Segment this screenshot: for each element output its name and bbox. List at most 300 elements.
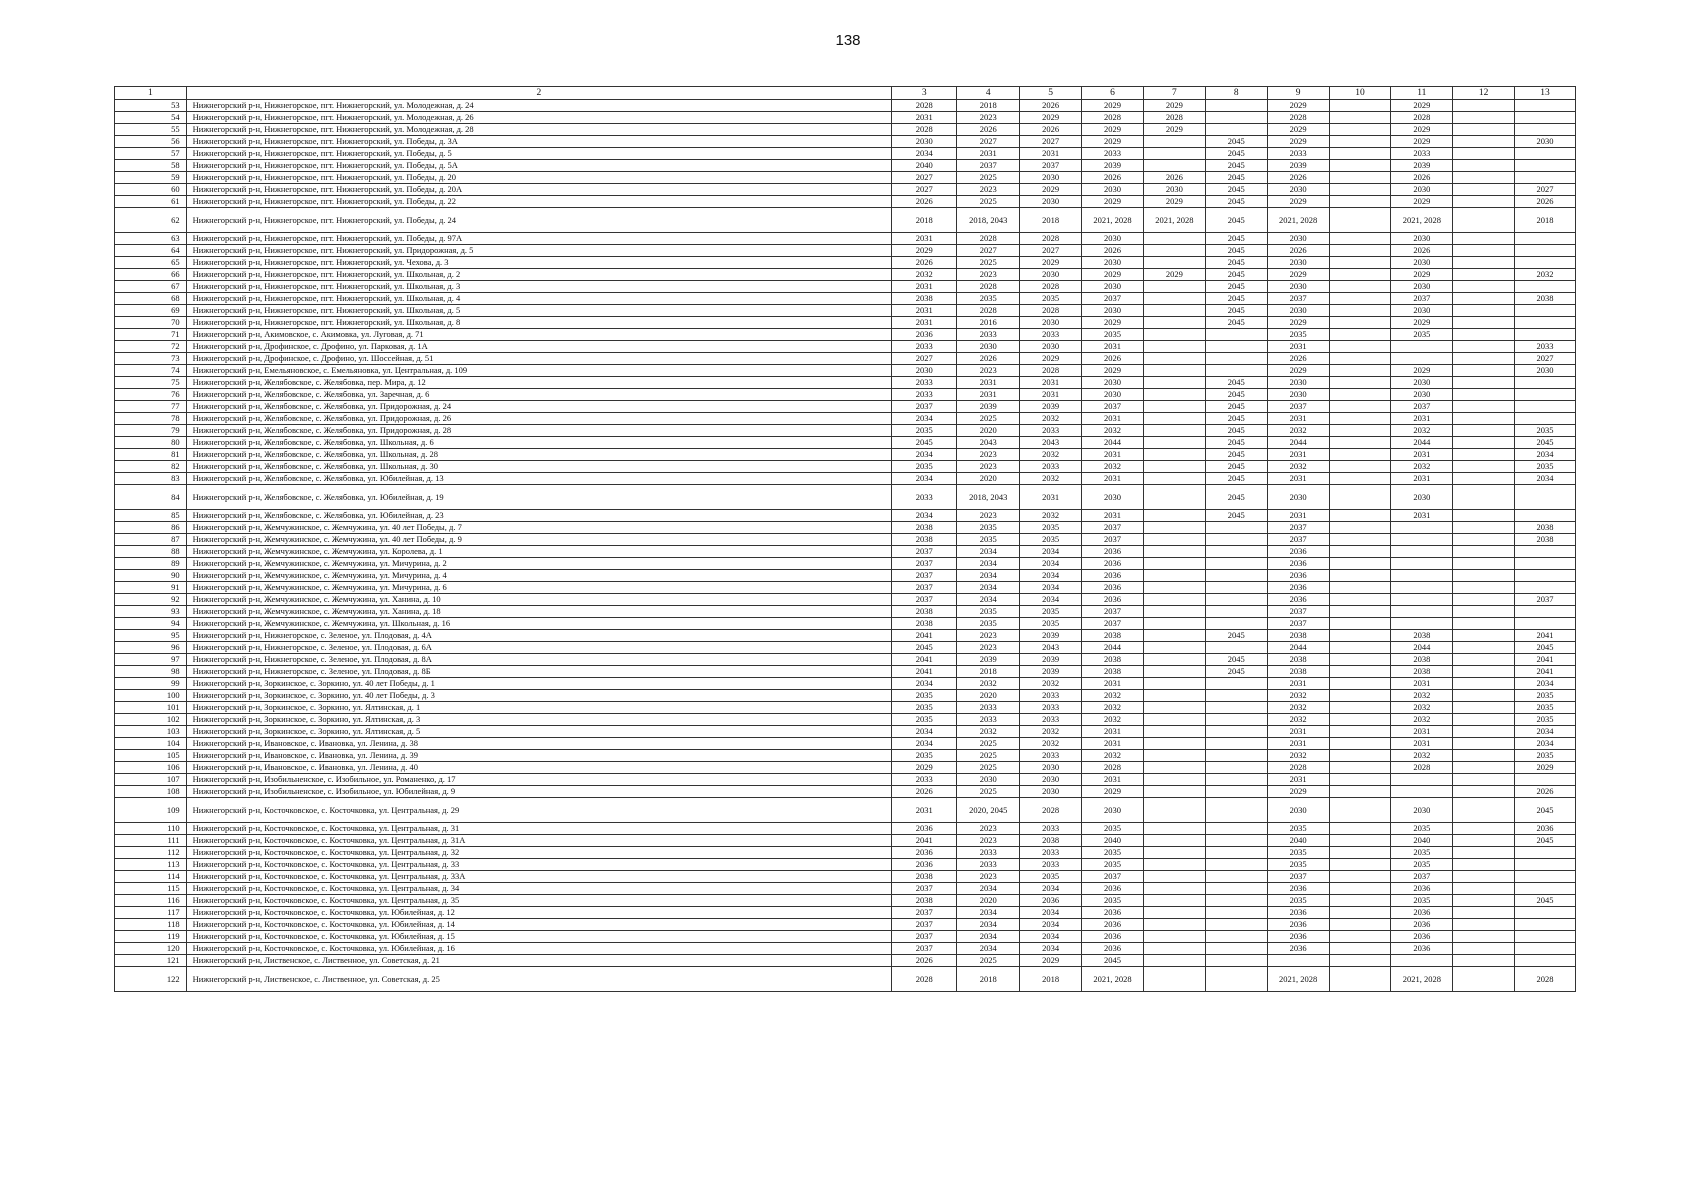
year-cell-col-11: 2031	[1391, 510, 1453, 522]
year-cell-col-12	[1453, 353, 1515, 365]
year-cell-col-5: 2032	[1020, 738, 1082, 750]
year-cell-col-7	[1143, 317, 1205, 329]
year-cell-col-12	[1453, 473, 1515, 485]
year-cell-col-8: 2045	[1205, 136, 1267, 148]
year-cell-col-6: 2031	[1082, 449, 1144, 461]
year-cell-col-10	[1329, 907, 1391, 919]
year-cell-col-10	[1329, 871, 1391, 883]
year-cell-col-9: 2038	[1267, 666, 1329, 678]
year-cell-col-5: 2039	[1020, 401, 1082, 413]
row-number-cell: 94	[115, 618, 187, 630]
year-cell-col-13	[1515, 389, 1576, 401]
table-row	[115, 160, 1576, 172]
year-cell-col-5: 2032	[1020, 510, 1082, 522]
year-cell-col-5: 2033	[1020, 425, 1082, 437]
year-cell-col-6: 2032	[1082, 714, 1144, 726]
table-row	[115, 594, 1576, 606]
year-cell-col-4: 2035	[957, 606, 1020, 618]
year-cell-col-4: 2020	[957, 473, 1020, 485]
year-cell-col-11: 2030	[1391, 377, 1453, 389]
year-cell-col-7: 2029	[1143, 269, 1205, 281]
year-cell-col-10	[1329, 546, 1391, 558]
year-cell-col-10	[1329, 895, 1391, 907]
year-cell-col-5: 2031	[1020, 377, 1082, 389]
year-cell-col-4: 2026	[957, 124, 1020, 136]
address-cell: Нижнегорский р-н, Акимовское, с. Акимовка, ул. Луговая, д. 71	[186, 329, 892, 341]
year-cell-col-4: 2020	[957, 690, 1020, 702]
year-cell-col-11: 2037	[1391, 871, 1453, 883]
year-cell-col-3: 2036	[892, 823, 957, 835]
year-cell-col-12	[1453, 907, 1515, 919]
address-cell: Нижнегорский р-н, Нижнегорское, с. Зеленое, ул. Плодовая, д. 8Б	[186, 666, 892, 678]
year-cell-col-3: 2036	[892, 329, 957, 341]
year-cell-col-9: 2036	[1267, 943, 1329, 955]
year-cell-col-11	[1391, 955, 1453, 967]
year-cell-col-3: 2029	[892, 245, 957, 257]
year-cell-col-10	[1329, 413, 1391, 425]
address-cell: Нижнегорский р-н, Косточковское, с. Косточковка, ул. Центральная, д. 33	[186, 859, 892, 871]
year-cell-col-6: 2029	[1082, 136, 1144, 148]
year-cell-col-7	[1143, 823, 1205, 835]
year-cell-col-12	[1453, 317, 1515, 329]
year-cell-col-13: 2038	[1515, 534, 1576, 546]
year-cell-col-8: 2045	[1205, 269, 1267, 281]
row-number-cell: 112	[115, 847, 187, 859]
year-cell-col-11: 2030	[1391, 485, 1453, 510]
year-cell-col-13: 2035	[1515, 702, 1576, 714]
column-header: 1	[115, 87, 187, 100]
year-cell-col-3: 2037	[892, 907, 957, 919]
row-number-cell: 84	[115, 485, 187, 510]
address-cell: Нижнегорский р-н, Лиственское, с. Лиственное, ул. Советская, д. 21	[186, 955, 892, 967]
row-number-cell: 76	[115, 389, 187, 401]
table-row	[115, 666, 1576, 678]
row-number-cell: 71	[115, 329, 187, 341]
table-row	[115, 546, 1576, 558]
year-cell-col-9: 2036	[1267, 919, 1329, 931]
year-cell-col-8	[1205, 522, 1267, 534]
row-number-cell: 122	[115, 967, 187, 992]
year-cell-col-12	[1453, 618, 1515, 630]
year-cell-col-8: 2045	[1205, 305, 1267, 317]
year-cell-col-9: 2044	[1267, 642, 1329, 654]
year-cell-col-5: 2031	[1020, 389, 1082, 401]
address-cell: Нижнегорский р-н, Жемчужинское, с. Жемчужина, ул. Школьная, д. 16	[186, 618, 892, 630]
year-cell-col-8	[1205, 702, 1267, 714]
year-cell-col-9	[1267, 955, 1329, 967]
year-cell-col-8	[1205, 871, 1267, 883]
year-cell-col-4: 2023	[957, 449, 1020, 461]
year-cell-col-5: 2030	[1020, 786, 1082, 798]
address-cell: Нижнегорский р-н, Нижнегорское, пгт. Нижнегорский, ул. Молодежная, д. 24	[186, 100, 892, 112]
year-cell-col-4: 2018	[957, 967, 1020, 992]
year-cell-col-5: 2028	[1020, 798, 1082, 823]
year-cell-col-8	[1205, 534, 1267, 546]
year-cell-col-9: 2036	[1267, 570, 1329, 582]
year-cell-col-9: 2036	[1267, 883, 1329, 895]
year-cell-col-7	[1143, 257, 1205, 269]
table-row	[115, 678, 1576, 690]
year-cell-col-13	[1515, 485, 1576, 510]
address-cell: Нижнегорский р-н, Нижнегорское, пгт. Нижнегорский, ул. Победы, д. 3А	[186, 136, 892, 148]
year-cell-col-12	[1453, 702, 1515, 714]
column-header: 8	[1205, 87, 1267, 100]
year-cell-col-5: 2033	[1020, 847, 1082, 859]
year-cell-col-11: 2037	[1391, 293, 1453, 305]
year-cell-col-8: 2045	[1205, 485, 1267, 510]
year-cell-col-11: 2035	[1391, 329, 1453, 341]
year-cell-col-13: 2030	[1515, 136, 1576, 148]
year-cell-col-13: 2035	[1515, 461, 1576, 473]
year-cell-col-4: 2023	[957, 835, 1020, 847]
table-row	[115, 401, 1576, 413]
address-cell: Нижнегорский р-н, Нижнегорское, пгт. Нижнегорский, ул. Придорожная, д. 5	[186, 245, 892, 257]
year-cell-col-6: 2036	[1082, 582, 1144, 594]
year-cell-col-12	[1453, 859, 1515, 871]
address-cell: Нижнегорский р-н, Жемчужинское, с. Жемчужина, ул. Мичурина, д. 2	[186, 558, 892, 570]
year-cell-col-3: 2045	[892, 642, 957, 654]
address-cell: Нижнегорский р-н, Косточковское, с. Косточковка, ул. Юбилейная, д. 16	[186, 943, 892, 955]
year-cell-col-3: 2034	[892, 738, 957, 750]
year-cell-col-11: 2030	[1391, 233, 1453, 245]
year-cell-col-10	[1329, 690, 1391, 702]
year-cell-col-9: 2036	[1267, 558, 1329, 570]
page-number: 138	[835, 32, 861, 49]
address-cell: Нижнегорский р-н, Нижнегорское, пгт. Нижнегорский, ул. Школьная, д. 8	[186, 317, 892, 329]
year-cell-col-3: 2037	[892, 943, 957, 955]
year-cell-col-12	[1453, 895, 1515, 907]
year-cell-col-10	[1329, 449, 1391, 461]
year-cell-col-6: 2038	[1082, 666, 1144, 678]
year-cell-col-3: 2038	[892, 606, 957, 618]
year-cell-col-12	[1453, 594, 1515, 606]
year-cell-col-4: 2034	[957, 546, 1020, 558]
year-cell-col-6: 2021, 2028	[1082, 967, 1144, 992]
year-cell-col-8	[1205, 642, 1267, 654]
year-cell-col-6: 2040	[1082, 835, 1144, 847]
year-cell-col-13	[1515, 510, 1576, 522]
address-cell: Нижнегорский р-н, Нижнегорское, пгт. Нижнегорский, ул. Победы, д. 5А	[186, 160, 892, 172]
address-cell: Нижнегорский р-н, Ивановское, с. Ивановка, ул. Ленина, д. 39	[186, 750, 892, 762]
year-cell-col-11	[1391, 774, 1453, 786]
year-cell-col-10	[1329, 353, 1391, 365]
address-cell: Нижнегорский р-н, Емельяновское, с. Емельяновка, ул. Центральная, д. 109	[186, 365, 892, 377]
year-cell-col-7	[1143, 907, 1205, 919]
year-cell-col-6: 2036	[1082, 919, 1144, 931]
address-cell: Нижнегорский р-н, Дрофинское, с. Дрофино, ул. Парковая, д. 1А	[186, 341, 892, 353]
year-cell-col-4: 2035	[957, 618, 1020, 630]
year-cell-col-9: 2037	[1267, 293, 1329, 305]
year-cell-col-4: 2028	[957, 305, 1020, 317]
table-row	[115, 955, 1576, 967]
year-cell-col-8: 2045	[1205, 281, 1267, 293]
year-cell-col-9: 2030	[1267, 257, 1329, 269]
year-cell-col-8	[1205, 594, 1267, 606]
year-cell-col-3: 2033	[892, 377, 957, 389]
year-cell-col-5: 2034	[1020, 907, 1082, 919]
year-cell-col-8	[1205, 678, 1267, 690]
year-cell-col-4: 2018, 2043	[957, 485, 1020, 510]
year-cell-col-7	[1143, 726, 1205, 738]
year-cell-col-7: 2029	[1143, 100, 1205, 112]
year-cell-col-3: 2035	[892, 714, 957, 726]
year-cell-col-13: 2045	[1515, 895, 1576, 907]
year-cell-col-9: 2026	[1267, 245, 1329, 257]
year-cell-col-10	[1329, 943, 1391, 955]
year-cell-col-6: 2036	[1082, 943, 1144, 955]
year-cell-col-13	[1515, 558, 1576, 570]
row-number-cell: 114	[115, 871, 187, 883]
year-cell-col-5: 2028	[1020, 281, 1082, 293]
year-cell-col-10	[1329, 257, 1391, 269]
column-header: 6	[1082, 87, 1144, 100]
year-cell-col-12	[1453, 269, 1515, 281]
year-cell-col-4: 2030	[957, 341, 1020, 353]
year-cell-col-8: 2045	[1205, 208, 1267, 233]
table-row	[115, 413, 1576, 425]
year-cell-col-6: 2021, 2028	[1082, 208, 1144, 233]
year-cell-col-4: 2039	[957, 654, 1020, 666]
year-cell-col-4: 2020, 2045	[957, 798, 1020, 823]
year-cell-col-12	[1453, 485, 1515, 510]
year-cell-col-4: 2023	[957, 184, 1020, 196]
year-cell-col-9: 2031	[1267, 341, 1329, 353]
year-cell-col-9: 2030	[1267, 233, 1329, 245]
table-row	[115, 281, 1576, 293]
year-cell-col-4: 2034	[957, 570, 1020, 582]
year-cell-col-5: 2031	[1020, 485, 1082, 510]
year-cell-col-11	[1391, 534, 1453, 546]
year-cell-col-8	[1205, 618, 1267, 630]
year-cell-col-4: 2031	[957, 377, 1020, 389]
year-cell-col-8: 2045	[1205, 666, 1267, 678]
year-cell-col-13: 2045	[1515, 437, 1576, 449]
year-cell-col-10	[1329, 341, 1391, 353]
table-row	[115, 835, 1576, 847]
year-cell-col-12	[1453, 943, 1515, 955]
year-cell-col-7: 2029	[1143, 196, 1205, 208]
year-cell-col-12	[1453, 546, 1515, 558]
address-cell: Нижнегорский р-н, Изобильненское, с. Изобильное, ул. Юбилейная, д. 9	[186, 786, 892, 798]
table-row	[115, 437, 1576, 449]
year-cell-col-11	[1391, 570, 1453, 582]
year-cell-col-13: 2041	[1515, 654, 1576, 666]
year-cell-col-3: 2040	[892, 160, 957, 172]
year-cell-col-6: 2035	[1082, 895, 1144, 907]
year-cell-col-3: 2041	[892, 666, 957, 678]
year-cell-col-8: 2045	[1205, 413, 1267, 425]
column-header: 10	[1329, 87, 1391, 100]
year-cell-col-10	[1329, 522, 1391, 534]
year-cell-col-5: 2032	[1020, 726, 1082, 738]
year-cell-col-10	[1329, 798, 1391, 823]
year-cell-col-5: 2028	[1020, 233, 1082, 245]
year-cell-col-7	[1143, 329, 1205, 341]
year-cell-col-7: 2029	[1143, 124, 1205, 136]
year-cell-col-11: 2029	[1391, 269, 1453, 281]
year-cell-col-13	[1515, 546, 1576, 558]
year-cell-col-9: 2031	[1267, 726, 1329, 738]
row-number-cell: 55	[115, 124, 187, 136]
year-cell-col-7	[1143, 774, 1205, 786]
year-cell-col-5: 2027	[1020, 245, 1082, 257]
address-cell: Нижнегорский р-н, Желябовское, с. Желябовка, ул. Заречная, д. 6	[186, 389, 892, 401]
year-cell-col-12	[1453, 112, 1515, 124]
year-cell-col-3: 2034	[892, 148, 957, 160]
year-cell-col-9: 2044	[1267, 437, 1329, 449]
year-cell-col-10	[1329, 196, 1391, 208]
year-cell-col-7	[1143, 534, 1205, 546]
year-cell-col-10	[1329, 389, 1391, 401]
year-cell-col-6: 2028	[1082, 762, 1144, 774]
year-cell-col-7	[1143, 594, 1205, 606]
year-cell-col-10	[1329, 931, 1391, 943]
year-cell-col-8: 2045	[1205, 425, 1267, 437]
year-cell-col-9: 2036	[1267, 907, 1329, 919]
row-number-cell: 56	[115, 136, 187, 148]
year-cell-col-5: 2039	[1020, 630, 1082, 642]
address-cell: Нижнегорский р-н, Желябовское, с. Желябовка, ул. Юбилейная, д. 19	[186, 485, 892, 510]
table-row	[115, 570, 1576, 582]
year-cell-col-6: 2036	[1082, 558, 1144, 570]
year-cell-col-7: 2028	[1143, 112, 1205, 124]
year-cell-col-7	[1143, 245, 1205, 257]
year-cell-col-5: 2033	[1020, 690, 1082, 702]
year-cell-col-10	[1329, 305, 1391, 317]
year-cell-col-10	[1329, 618, 1391, 630]
column-header: 12	[1453, 87, 1515, 100]
address-cell: Нижнегорский р-н, Косточковское, с. Косточковка, ул. Центральная, д. 33А	[186, 871, 892, 883]
row-number-cell: 86	[115, 522, 187, 534]
year-cell-col-13: 2034	[1515, 726, 1576, 738]
year-cell-col-3: 2034	[892, 413, 957, 425]
year-cell-col-5: 2026	[1020, 124, 1082, 136]
year-cell-col-12	[1453, 245, 1515, 257]
year-cell-col-11: 2031	[1391, 473, 1453, 485]
year-cell-col-5: 2029	[1020, 184, 1082, 196]
row-number-cell: 101	[115, 702, 187, 714]
year-cell-col-3: 2035	[892, 690, 957, 702]
year-cell-col-12	[1453, 510, 1515, 522]
table-row	[115, 461, 1576, 473]
address-cell: Нижнегорский р-н, Нижнегорское, пгт. Нижнегорский, ул. Школьная, д. 4	[186, 293, 892, 305]
year-cell-col-12	[1453, 196, 1515, 208]
year-cell-col-9: 2032	[1267, 690, 1329, 702]
year-cell-col-13: 2045	[1515, 642, 1576, 654]
year-cell-col-9: 2031	[1267, 774, 1329, 786]
year-cell-col-13	[1515, 907, 1576, 919]
year-cell-col-9: 2037	[1267, 606, 1329, 618]
year-cell-col-3: 2032	[892, 269, 957, 281]
year-cell-col-10	[1329, 461, 1391, 473]
address-cell: Нижнегорский р-н, Нижнегорское, пгт. Нижнегорский, ул. Молодежная, д. 28	[186, 124, 892, 136]
year-cell-col-4: 2018, 2043	[957, 208, 1020, 233]
address-cell: Нижнегорский р-н, Желябовское, с. Желябовка, ул. Школьная, д. 6	[186, 437, 892, 449]
year-cell-col-4: 2027	[957, 245, 1020, 257]
year-cell-col-3: 2037	[892, 546, 957, 558]
year-cell-col-8	[1205, 738, 1267, 750]
year-cell-col-3: 2031	[892, 798, 957, 823]
year-cell-col-6: 2030	[1082, 798, 1144, 823]
year-cell-col-13: 2028	[1515, 967, 1576, 992]
year-cell-col-11: 2038	[1391, 654, 1453, 666]
year-cell-col-12	[1453, 281, 1515, 293]
row-number-cell: 64	[115, 245, 187, 257]
table-row	[115, 582, 1576, 594]
year-cell-col-13	[1515, 281, 1576, 293]
year-cell-col-5: 2033	[1020, 823, 1082, 835]
table-row	[115, 329, 1576, 341]
year-cell-col-12	[1453, 642, 1515, 654]
address-cell: Нижнегорский р-н, Жемчужинское, с. Жемчужина, ул. Королева, д. 1	[186, 546, 892, 558]
year-cell-col-4: 2023	[957, 112, 1020, 124]
year-cell-col-7	[1143, 160, 1205, 172]
row-number-cell: 87	[115, 534, 187, 546]
year-cell-col-8: 2045	[1205, 257, 1267, 269]
column-header: 11	[1391, 87, 1453, 100]
year-cell-col-8: 2045	[1205, 449, 1267, 461]
year-cell-col-4: 2034	[957, 907, 1020, 919]
year-cell-col-6: 2038	[1082, 630, 1144, 642]
address-cell: Нижнегорский р-н, Зоркинское, с. Зоркино, ул. Ялтинская, д. 5	[186, 726, 892, 738]
year-cell-col-11: 2021, 2028	[1391, 967, 1453, 992]
year-cell-col-3: 2026	[892, 786, 957, 798]
address-cell: Нижнегорский р-н, Жемчужинское, с. Жемчужина, ул. Ханина, д. 10	[186, 594, 892, 606]
year-cell-col-7	[1143, 305, 1205, 317]
year-cell-col-11	[1391, 546, 1453, 558]
row-number-cell: 58	[115, 160, 187, 172]
year-cell-col-11: 2030	[1391, 305, 1453, 317]
year-cell-col-12	[1453, 437, 1515, 449]
year-cell-col-10	[1329, 208, 1391, 233]
year-cell-col-3: 2033	[892, 341, 957, 353]
year-cell-col-13	[1515, 606, 1576, 618]
row-number-cell: 121	[115, 955, 187, 967]
year-cell-col-9: 2037	[1267, 522, 1329, 534]
year-cell-col-10	[1329, 329, 1391, 341]
year-cell-col-3: 2033	[892, 485, 957, 510]
year-cell-col-6: 2039	[1082, 160, 1144, 172]
year-cell-col-13	[1515, 317, 1576, 329]
year-cell-col-6: 2037	[1082, 522, 1144, 534]
table-row	[115, 353, 1576, 365]
year-cell-col-7	[1143, 389, 1205, 401]
year-cell-col-10	[1329, 425, 1391, 437]
year-cell-col-11: 2039	[1391, 160, 1453, 172]
year-cell-col-3: 2026	[892, 955, 957, 967]
address-cell: Нижнегорский р-н, Косточковское, с. Косточковка, ул. Центральная, д. 31	[186, 823, 892, 835]
year-cell-col-8: 2045	[1205, 184, 1267, 196]
year-cell-col-3: 2028	[892, 124, 957, 136]
year-cell-col-13: 2034	[1515, 449, 1576, 461]
year-cell-col-13	[1515, 245, 1576, 257]
year-cell-col-6: 2032	[1082, 690, 1144, 702]
year-cell-col-10	[1329, 955, 1391, 967]
year-cell-col-7	[1143, 883, 1205, 895]
table-row	[115, 196, 1576, 208]
year-cell-col-12	[1453, 341, 1515, 353]
row-number-cell: 90	[115, 570, 187, 582]
year-cell-col-3: 2034	[892, 726, 957, 738]
year-cell-col-4: 2023	[957, 461, 1020, 473]
year-cell-col-8	[1205, 750, 1267, 762]
year-cell-col-8	[1205, 859, 1267, 871]
address-cell: Нижнегорский р-н, Нижнегорское, пгт. Нижнегорский, ул. Победы, д. 5	[186, 148, 892, 160]
year-cell-col-12	[1453, 774, 1515, 786]
row-number-cell: 117	[115, 907, 187, 919]
year-cell-col-9: 2029	[1267, 786, 1329, 798]
year-cell-col-8	[1205, 582, 1267, 594]
